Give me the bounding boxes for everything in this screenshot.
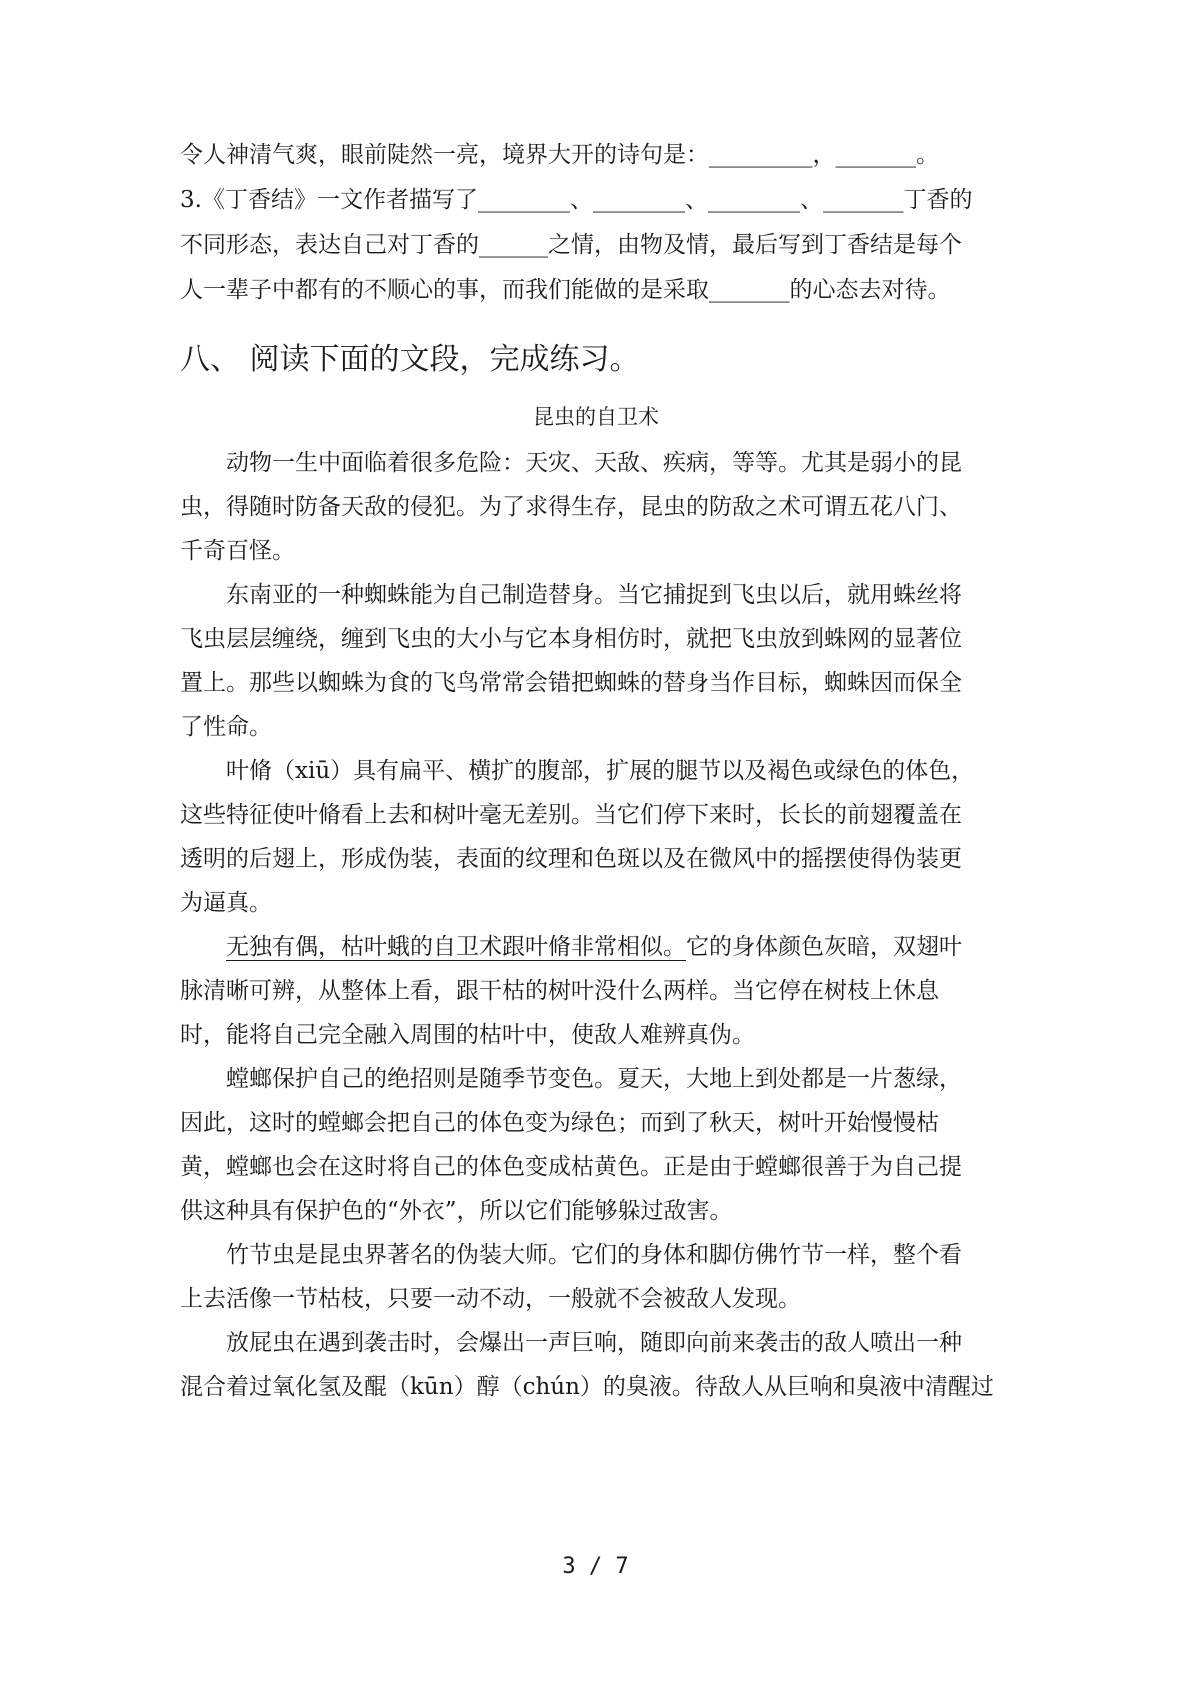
paragraph-5-line-3: 黄，螳螂也会在这时将自己的体色变成枯黄色。正是由于螳螂很善于为自己提 bbox=[180, 1154, 962, 1180]
paragraph-4-rest: 它的身体颜色灰暗，双翅叶 bbox=[686, 934, 962, 960]
paragraph-6-line-2: 上去活像一节枯枝，只要一动不动，一般就不会被敌人发现。 bbox=[180, 1286, 801, 1312]
paragraph-1-line-3: 千奇百怪。 bbox=[180, 538, 295, 564]
paragraph-5-line-4: 供这种具有保护色的“外衣”，所以它们能够躲过敌害。 bbox=[180, 1198, 733, 1224]
paragraph-5-line-2: 因此，这时的螳螂会把自己的体色变为绿色；而到了秋天，树叶开始慢慢枯 bbox=[180, 1110, 939, 1136]
paragraph-1-line-2: 虫，得随时防备天敌的侵犯。为了求得生存，昆虫的防敌之术可谓五花八门、 bbox=[180, 494, 962, 520]
question-3-line-3: 人一辈子中都有的不顺心的事，而我们能做的是采取_______的心态去对待。 bbox=[180, 277, 951, 303]
paragraph-7-line-1: 放屁虫在遇到袭击时，会爆出一声巨响，随即向前来袭击的敌人喷出一种 bbox=[180, 1330, 962, 1356]
passage-title: 昆虫的自卫术 bbox=[533, 405, 659, 429]
section-8-heading: 八、 阅读下面的文段，完成练习。 bbox=[180, 342, 640, 377]
paragraph-3-line-2: 这些特征使叶脩看上去和树叶毫无差别。当它们停下来时，长长的前翅覆盖在 bbox=[180, 802, 962, 828]
paragraph-5-line-1: 螳螂保护自己的绝招则是随季节变色。夏天，大地上到处都是一片葱绿， bbox=[180, 1066, 962, 1092]
paragraph-2-line-2: 飞虫层层缠绕，缠到飞虫的大小与它本身相仿时，就把飞虫放到蛛网的显著位 bbox=[180, 626, 962, 652]
paragraph-4-line-3: 时，能将自己完全融入周围的枯叶中，使敌人难辨真伪。 bbox=[180, 1022, 755, 1048]
paragraph-4-line-1 bbox=[180, 932, 962, 962]
paragraph-3-line-4: 为逼真。 bbox=[180, 890, 272, 916]
paragraph-2-line-3: 置上。那些以蜘蛛为食的飞鸟常常会错把蜘蛛的替身当作目标，蜘蛛因而保全 bbox=[180, 670, 962, 696]
paragraph-4-indent bbox=[180, 934, 226, 960]
question-3-line-2: 不同形态，表达自己对丁香的______之情，由物及情，最后写到丁香结是每个 bbox=[180, 232, 962, 258]
paragraph-6-line-1: 竹节虫是昆虫界著名的伪装大师。它们的身体和脚仿佛竹节一样，整个看 bbox=[180, 1242, 962, 1268]
paragraph-3-line-3: 透明的后翅上，形成伪装，表面的纹理和色斑以及在微风中的摇摆使得伪装更 bbox=[180, 846, 962, 872]
paragraph-2-line-4: 了性命。 bbox=[180, 714, 272, 740]
paragraph-1-line-1: 动物一生中面临着很多危险：天灾、天敌、疾病，等等。尤其是弱小的昆 bbox=[180, 450, 962, 476]
paragraph-4-line-2: 脉清晰可辨，从整体上看，跟干枯的树叶没什么两样。当它停在树枝上休息 bbox=[180, 978, 939, 1004]
paragraph-3-line-1: 叶脩（xiū）具有扁平、横扩的腹部，扩展的腿节以及褐色或绿色的体色， bbox=[180, 758, 975, 784]
continuation-line: 令人神清气爽，眼前陡然一亮，境界大开的诗句是：_________，_______。 bbox=[180, 142, 939, 168]
paragraph-2-line-1: 东南亚的一种蜘蛛能为自己制造替身。当它捕捉到飞虫以后，就用蛛丝将 bbox=[180, 582, 962, 608]
underlined-sentence: 无独有偶，枯叶蛾的自卫术跟叶脩非常相似。 bbox=[226, 934, 686, 960]
question-3-line-1: 3.《丁香结》一文作者描写了________、________、________、_______丁香的 bbox=[180, 187, 973, 213]
page-number: 3 / 7 bbox=[562, 1554, 629, 1579]
paragraph-7-line-2: 混合着过氧化氢及醌（kūn）醇（chún）的臭液。待敌人从巨响和臭液中清醒过 bbox=[180, 1374, 994, 1400]
